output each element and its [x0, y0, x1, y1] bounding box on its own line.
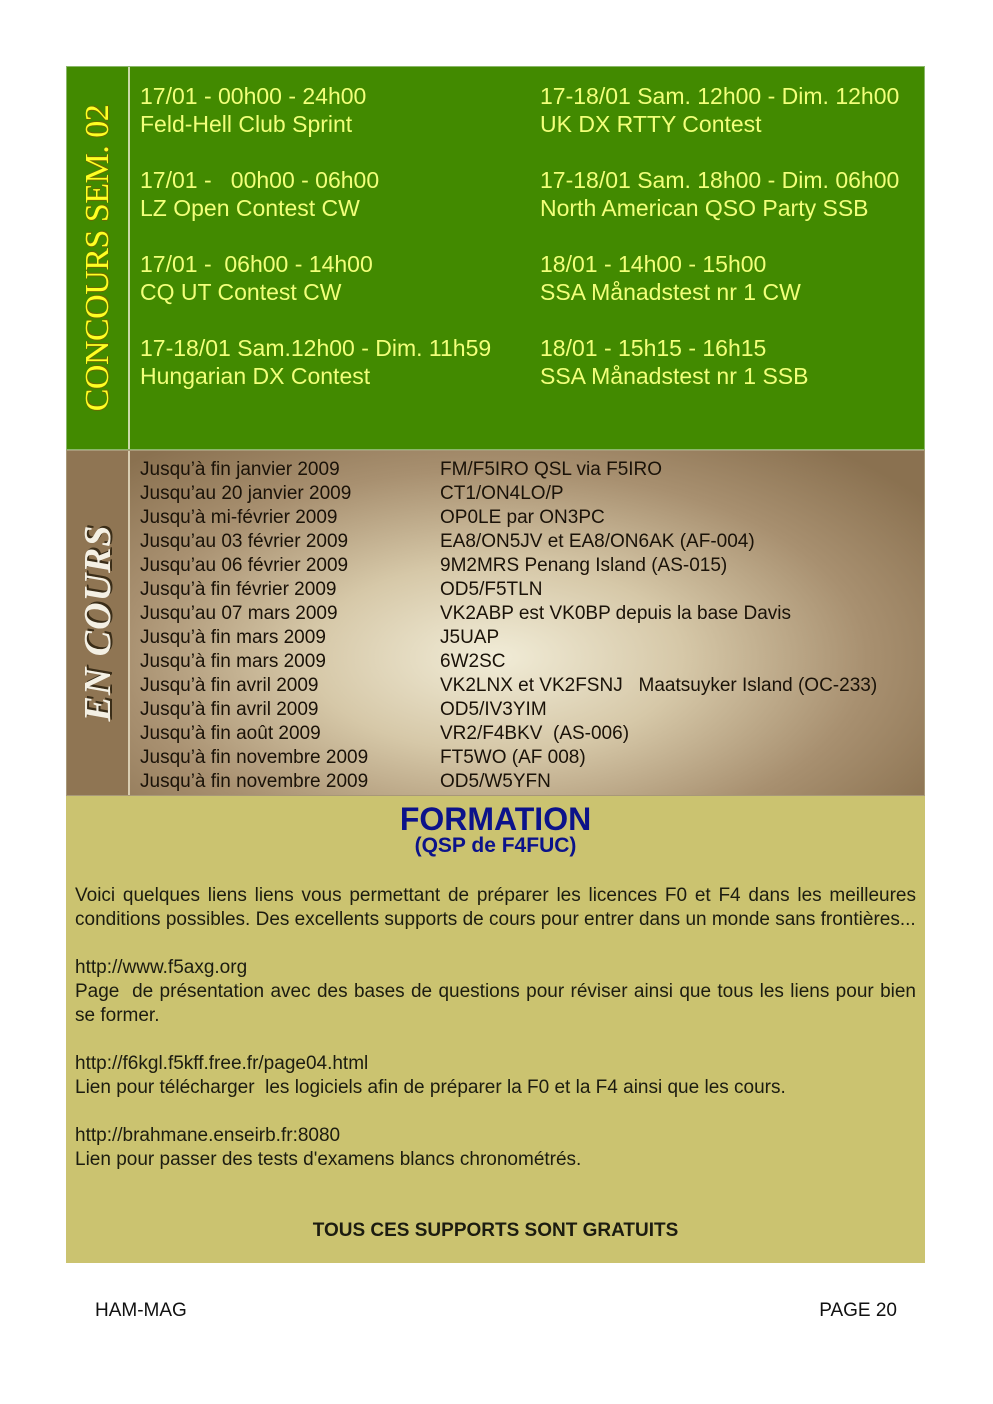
encours-side-bar — [67, 451, 130, 795]
contest-date: 17/01 - 06h00 - 14h00 — [140, 251, 373, 277]
contest-entry — [540, 334, 808, 390]
contest-entry — [140, 82, 366, 138]
contest-name: SSA Månadstest nr 1 CW — [540, 279, 801, 305]
encours-date: Jusqu’à fin avril 2009 — [140, 675, 319, 696]
encours-date: Jusqu’à fin novembre 2009 — [140, 747, 369, 768]
encours-date: Jusqu’à fin août 2009 — [140, 723, 321, 744]
contest-date: 17/01 - 00h00 - 24h00 — [140, 83, 367, 109]
contest-entry — [540, 82, 899, 138]
formation-link-desc: Page de présentation avec des bases de questions pour réviser ainsi que tous les liens pour bien se former. — [75, 981, 922, 1026]
contest-name: LZ Open Contest CW — [140, 195, 360, 221]
encours-dates-list — [140, 458, 368, 794]
formation-intro: Voici quelques liens liens vous permettant de préparer les licences F0 et F4 dans les meilleures conditions possibles. Des excellents supports de cours pour entrer dans un monde sans frontières... — [75, 885, 916, 930]
encours-date: Jusqu’au 06 février 2009 — [140, 555, 349, 576]
formation-subtitle: (QSP de F4FUC) — [414, 834, 577, 857]
contest-date: 17-18/01 Sam. 18h00 - Dim. 06h00 — [540, 167, 900, 193]
encours-date: Jusqu’à fin mars 2009 — [140, 651, 326, 672]
contest-name: Feld-Hell Club Sprint — [140, 111, 353, 137]
encours-callsign: OD5/W5YFN — [440, 771, 551, 792]
encours-date: Jusqu’à fin février 2009 — [140, 579, 337, 600]
concours-side-bar — [67, 67, 130, 449]
encours-date: Jusqu’au 07 mars 2009 — [140, 603, 338, 624]
encours-callsign: CT1/ON4LO/P — [440, 483, 564, 504]
encours-callsign: VR2/F4BKV (AS-006) — [440, 723, 630, 744]
formation-footer-note: TOUS CES SUPPORTS SONT GRATUITS — [312, 1220, 679, 1241]
encours-date: Jusqu’à fin avril 2009 — [140, 699, 319, 720]
encours-callsign: FT5WO (AF 008) — [440, 747, 586, 768]
encours-callsign: OP0LE par ON3PC — [440, 507, 605, 528]
encours-callsign: 6W2SC — [440, 651, 506, 672]
contest-date: 17-18/01 Sam.12h00 - Dim. 11h59 — [140, 335, 492, 361]
encours-callsign: OD5/F5TLN — [440, 579, 543, 600]
formation-link[interactable]: http://brahmane.enseirb.fr:8080 — [75, 1125, 341, 1146]
formation-link-desc: Lien pour passer des tests d'examens blancs chronométrés. — [75, 1149, 582, 1170]
formation-link[interactable]: http://f6kgl.f5kff.free.fr/page04.html — [75, 1053, 369, 1074]
contest-name: North American QSO Party SSB — [540, 195, 869, 221]
formation-link-block — [75, 1124, 916, 1172]
formation-section — [66, 796, 925, 1263]
encours-date: Jusqu’à mi-février 2009 — [140, 507, 338, 528]
formation-link-block — [75, 956, 922, 1028]
formation-link-block — [75, 1052, 916, 1100]
contest-date: 18/01 - 15h15 - 16h15 — [540, 335, 767, 361]
formation-title: FORMATION — [399, 801, 592, 837]
contest-entry — [540, 166, 899, 222]
encours-callsign: VK2LNX et VK2FSNJ Maatsuyker Island (OC-233) — [440, 675, 878, 696]
contest-entry — [140, 250, 373, 306]
contest-name: UK DX RTTY Contest — [540, 111, 762, 137]
page-number: PAGE 20 — [819, 1300, 897, 1321]
magazine-name: HAM-MAG — [95, 1300, 187, 1321]
encours-callsign: 9M2MRS Penang Island (AS-015) — [440, 555, 728, 576]
contest-name: SSA Månadstest nr 1 SSB — [540, 363, 809, 389]
contest-date: 17/01 - 00h00 - 06h00 — [140, 167, 380, 193]
concours-section — [66, 66, 925, 450]
encours-date: Jusqu’au 20 janvier 2009 — [140, 483, 352, 504]
formation-link-desc: Lien pour télécharger les logiciels afin de préparer la F0 et la F4 ainsi que les cours. — [75, 1077, 786, 1098]
formation-body — [75, 884, 922, 1196]
encours-callsign: J5UAP — [440, 627, 500, 648]
contest-entry — [140, 334, 491, 390]
encours-section — [66, 450, 925, 796]
encours-title: EN COURS — [76, 524, 119, 722]
contest-entry — [540, 250, 801, 306]
encours-callsign: FM/F5IRO QSL via F5IRO — [440, 459, 663, 480]
contest-name: Hungarian DX Contest — [140, 363, 371, 389]
contest-name: CQ UT Contest CW — [140, 279, 342, 305]
contest-date: 17-18/01 Sam. 12h00 - Dim. 12h00 — [540, 83, 900, 109]
encours-callsign: EA8/ON5JV et EA8/ON6AK (AF-004) — [440, 531, 755, 552]
encours-calls-list — [440, 458, 877, 794]
encours-date: Jusqu’à fin janvier 2009 — [140, 459, 340, 480]
encours-callsign: OD5/IV3YIM — [440, 699, 547, 720]
contest-date: 18/01 - 14h00 - 15h00 — [540, 251, 767, 277]
encours-callsign: VK2ABP est VK0BP depuis la base Davis — [440, 603, 792, 624]
encours-date: Jusqu’au 03 février 2009 — [140, 531, 349, 552]
encours-date: Jusqu’à fin mars 2009 — [140, 627, 326, 648]
formation-link[interactable]: http://www.f5axg.org — [75, 957, 248, 978]
concours-title: CONCOURS SEM. 02 — [78, 104, 116, 412]
contest-entry — [140, 166, 379, 222]
encours-date: Jusqu’à fin novembre 2009 — [140, 771, 369, 792]
